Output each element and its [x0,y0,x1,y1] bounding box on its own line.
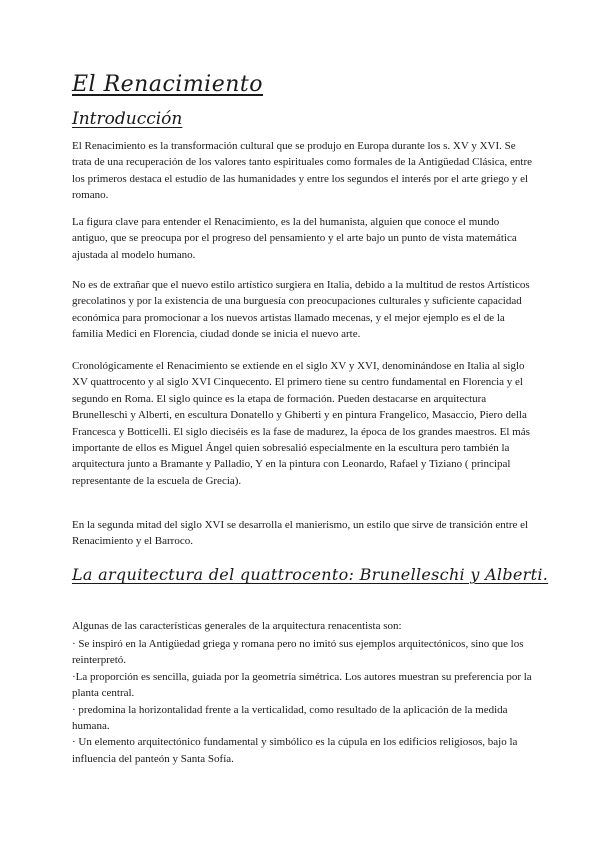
architecture-characteristics-list [72,636,534,767]
intro-heading: Introducción [72,109,183,129]
architecture-heading: La arquitectura del quattrocento: Brunelleschi y Alberti. [72,565,549,584]
list-item: ·La proporción es sencilla, guiada por la geometría simétrica. Los autores muestran su preferencia por la planta central. [72,670,532,700]
intro-paragraph-1: El Renacimiento es la transformación cultural que se produjo en Europa durante los s. XV y XVI. Se trata de una recuperación de los valores tanto espirituales como formales de la Antigüedad Clásica, entre los primeros destaca el estudio de las humanidades y entre los segundos el interés por el arte griego y el romano. [72,140,532,202]
intro-paragraph-2: La figura clave para entender el Renacimiento, es la del humanista, alguien que conoce el mundo antiguo, que se preocupa por el progreso del pensamiento y el arte bajo un punto de vista matemática ajustada al modelo humano. [72,216,517,261]
intro-paragraph-5: En la segunda mitad del siglo XVI se desarrolla el manierismo, un estilo que sirve de transición entre el Renacimiento y el Barroco. [72,519,529,548]
intro-paragraph-4: Cronológicamente el Renacimiento se extiende en el siglo XV y XVI, denominándose en Italia al siglo XV quattrocento y al siglo XVI Cinquecento. El primero tiene su centro fundamental en Florencia y el segundo en Roma. El siglo quince es la etapa de formación. Pueden destacarse en arquitectura Brunelleschi y Alberti, en escultura Donatello y Ghiberti y en pintura Frangelico, Masaccio, Piero della Francesca y Botticelli. El siglo dieciséis es la fase de madurez, la época de los grandes maestros. El más importante de ellos es Miguel Ángel quien sobresalió especialmente en la escultura pero también la arquitectura junto a Bramante y Palladio, Y en la pintura con Leonardo, Rafael y Tiziano ( principal representante de la escuela de Grecia). [72,360,530,487]
intro-paragraph-3: No es de extrañar que el nuevo estilo artístico surgiera en Italia, debido a la multitud de restos Artísticos grecolatinos y por la existencia de una burguesía con preocupaciones culturales y suficiente capacidad económica para promocionar a los nuevos artistas llamado mecenas, y el mejor ejemplo es el de la familia Medici en Florencia, ciudad donde se inicia el nuevo arte. [72,279,530,341]
document-title: El Renacimiento [72,72,263,97]
architecture-intro: Algunas de las características generales de la arquitectura renacentista son: [72,620,402,632]
list-item: · predomina la horizontalidad frente a la verticalidad, como resultado de la aplicación de la medida humana. [72,703,508,733]
list-item: · Un elemento arquitectónico fundamental y simbólico es la cúpula en los edificios religiosos, bajo la influencia del panteón y Santa Sofía. [72,736,518,765]
list-item: · Se inspiró en la Antigüedad griega y romana pero no imitó sus ejemplos arquitectónicos, sino que los reinterpretó. [72,638,524,667]
